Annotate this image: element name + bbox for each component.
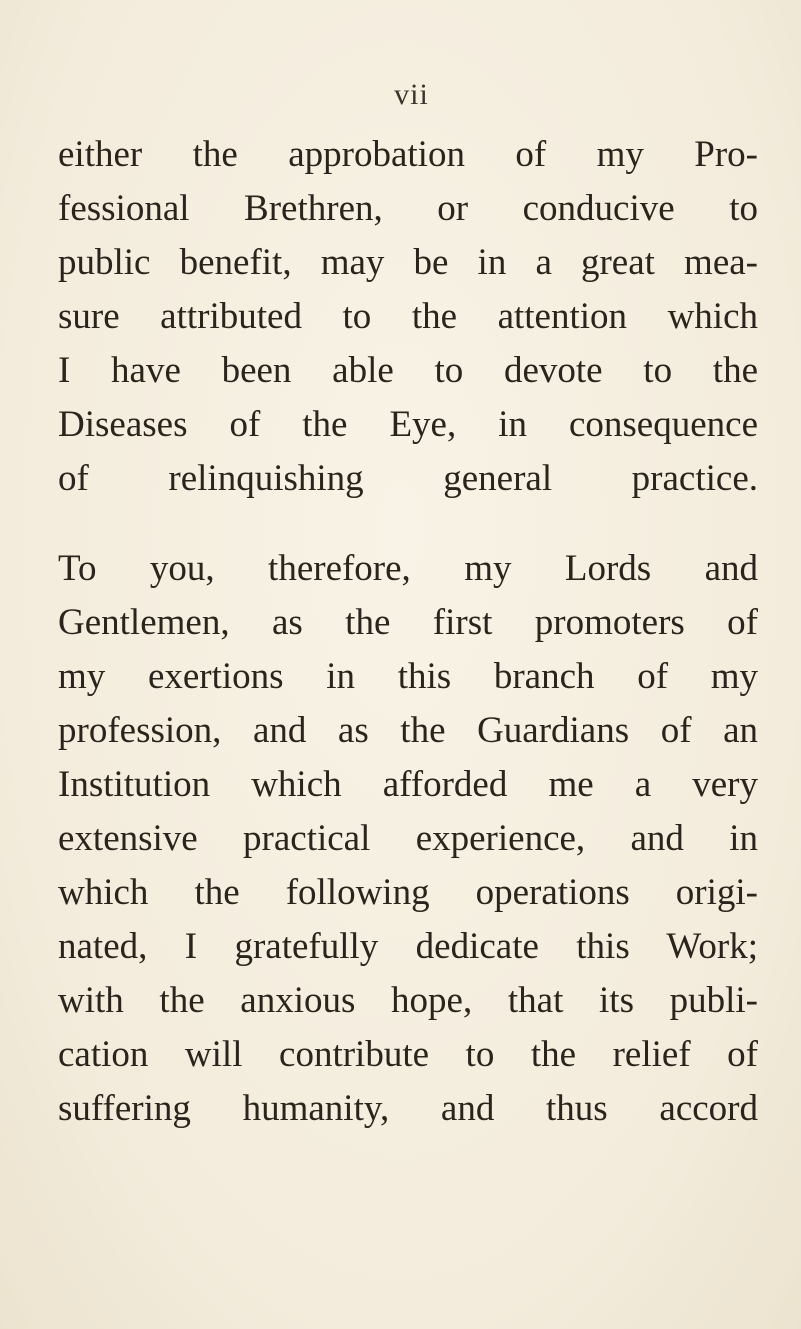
paragraph-1 bbox=[58, 128, 758, 506]
text-line: extensive practical experience, and in bbox=[58, 818, 758, 859]
text-line: sure attributed to the attention which bbox=[58, 296, 758, 337]
paragraph-2 bbox=[58, 542, 758, 1136]
text-line: suffering humanity, and thus accord bbox=[58, 1088, 758, 1129]
text-line: public benefit, may be in a great mea- bbox=[58, 242, 758, 283]
text-line: either the approbation of my Pro- bbox=[58, 134, 758, 175]
text-line: Gentlemen, as the first promoters of bbox=[58, 602, 758, 643]
text-line: nated, I gratefully dedicate this Work; bbox=[58, 926, 758, 967]
text-line: Diseases of the Eye, in consequence bbox=[58, 404, 758, 445]
page-number: vii bbox=[394, 78, 429, 111]
text-line: with the anxious hope, that its publi- bbox=[58, 980, 758, 1021]
text-line: cation will contribute to the relief of bbox=[58, 1034, 758, 1075]
text-line: my exertions in this branch of my bbox=[58, 656, 758, 697]
text-line: Institution which afforded me a very bbox=[58, 764, 758, 805]
text-line: of relinquishing general practice. bbox=[58, 458, 758, 499]
text-line: To you, therefore, my Lords and bbox=[58, 548, 758, 589]
text-line: fessional Brethren, or conducive to bbox=[58, 188, 758, 229]
text-line: I have been able to devote to the bbox=[58, 350, 758, 391]
text-line: which the following operations origi- bbox=[58, 872, 758, 913]
text-line: profession, and as the Guardians of an bbox=[58, 710, 758, 751]
